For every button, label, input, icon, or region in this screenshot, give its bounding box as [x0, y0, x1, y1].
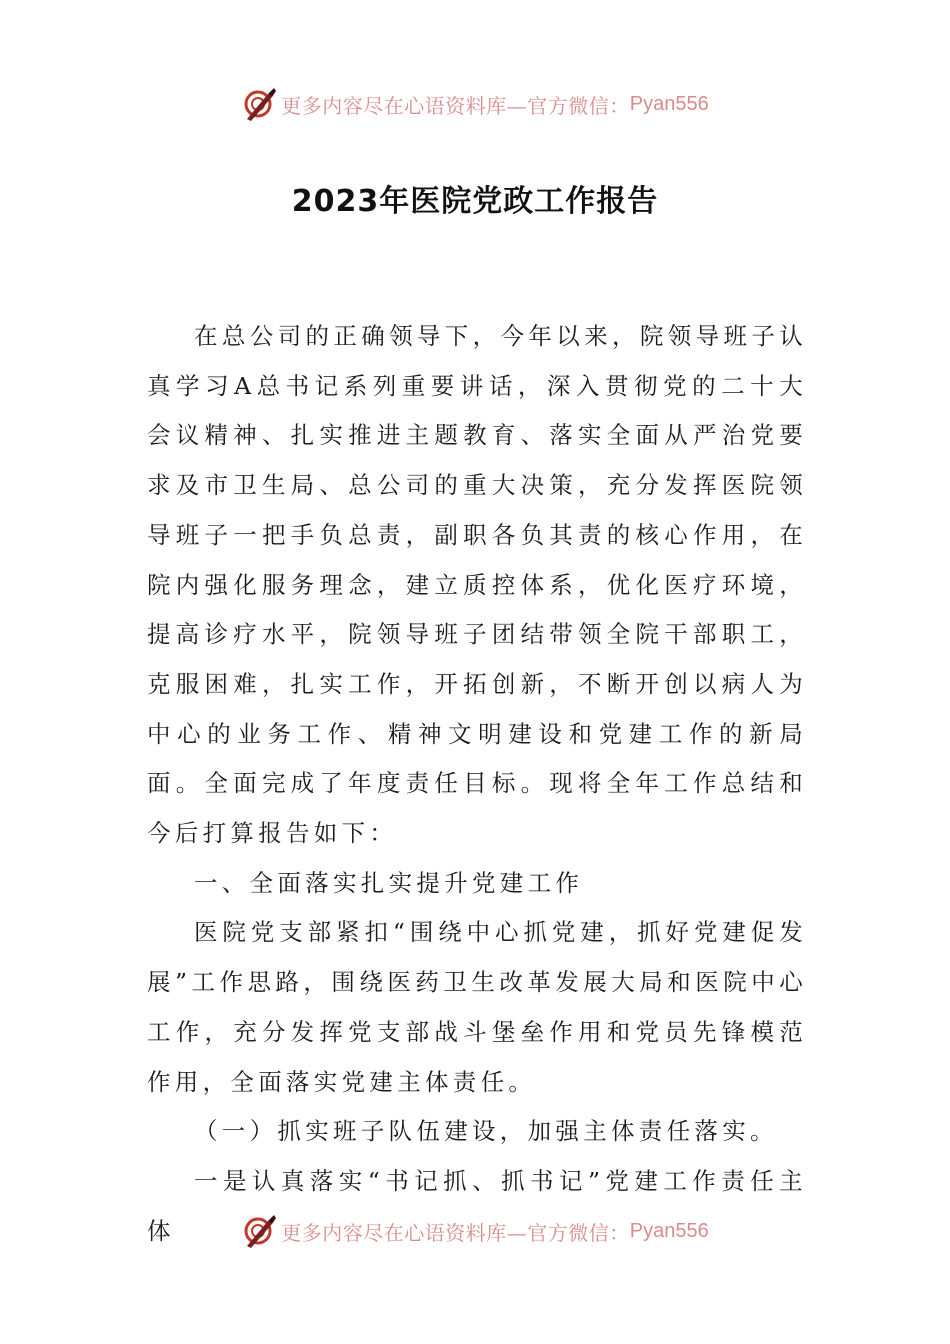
watermark-text: 更多内容尽在心语资料库—官方微信：	[281, 1220, 630, 1245]
document-title: 2023年医院党政工作报告	[291, 184, 659, 219]
document-body	[147, 312, 807, 1256]
watermark-wechat-id: Pyan556	[629, 1219, 709, 1242]
subsection-1-paragraph: 一是认真落实“书记抓、抓书记”党建工作责任主体	[147, 1166, 807, 1245]
pen-swirl-logo-icon	[241, 86, 277, 122]
header-watermark	[0, 84, 950, 124]
pen-swirl-logo-icon	[241, 1213, 277, 1249]
subsection-heading-1: （一）抓实班子队伍建设，加强主体责任落实。	[194, 1117, 778, 1146]
footer-watermark	[0, 1211, 950, 1251]
watermark-text: 更多内容尽在心语资料库—官方微信：	[281, 93, 630, 118]
watermark-wechat-id: Pyan556	[629, 92, 709, 115]
intro-paragraph: 在总公司的正确领导下，今年以来，院领导班子认真学习A总书记系列重要讲话，深入贯彻党的二十大会议精神、扎实推进主题教育、落实全面从严治党要求及市卫生局、总公司的重大决策，充分发挥医院领导班子一把手负总责，副职各负其责的核心作用，在院内强化服务理念，建立质控体系，优化医疗环境，提高诊疗水平，院领导班子团结带领全院干部职工，克服困难，扎实工作，开拓创新，不断开创以病人为中心的业务工作、精神文明建设和党建工作的新局面。全面完成了年度责任目标。现将全年工作总结和今后打算报告如下：	[147, 322, 807, 848]
section-1-paragraph: 医院党支部紧扣“围绕中心抓党建，抓好党建促发展”工作思路，围绕医药卫生改革发展大局和医院中心工作，充分发挥党支部战斗堡垒作用和党员先锋模范作用，全面落实党建主体责任。	[147, 918, 807, 1096]
section-heading-1: 一、全面落实扎实提升党建工作	[194, 868, 584, 897]
